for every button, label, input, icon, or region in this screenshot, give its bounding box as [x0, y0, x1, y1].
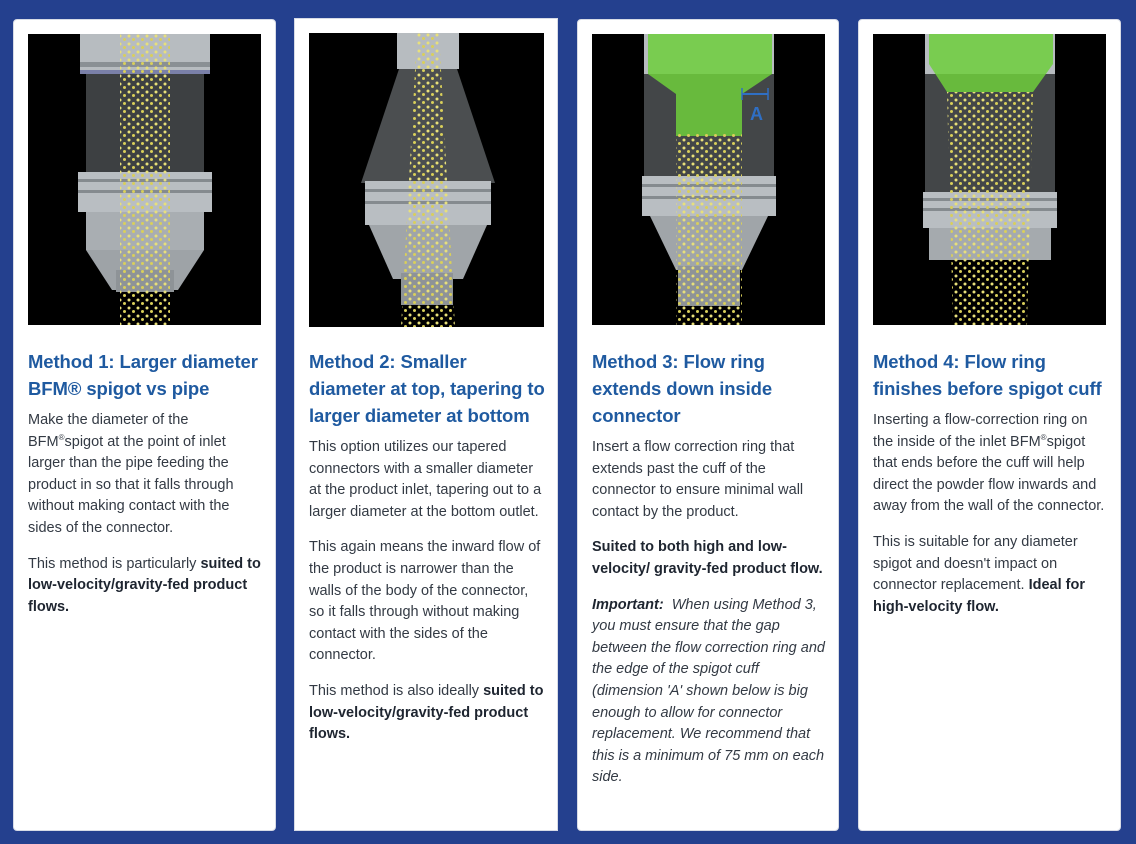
method-1-card	[13, 19, 276, 831]
method-4-description: Inserting a flow-correction ring on the inside of the inlet BFM®spigot that ends before the cuff will help direct the powder flow inwards and away from the wall of the connector.	[873, 412, 1105, 515]
method-3-title: Method 3: Flow ring extends down inside connector	[592, 351, 773, 426]
method-2-card	[294, 18, 558, 831]
method-1-suitability: This method is particularly suited to low-velocity/gravity-fed product flows.	[28, 555, 261, 615]
method-4-card	[858, 19, 1121, 831]
method-4-illustration	[873, 34, 1106, 325]
method-1-description: Make the diameter of the BFM®spigot at the point of inlet larger than the pipe feeding the product in so that it falls through without making contact with the sides of the connector.	[28, 412, 234, 536]
method-3-suitability: Suited to both high and low-velocity/ gravity-fed product flow.	[592, 539, 823, 577]
particle-stream	[676, 134, 742, 325]
method-2-title: Method 2: Smaller diameter at top, tapering to larger diameter at bottom	[309, 351, 545, 426]
method-2-description: This option utilizes our tapered connectors with a smaller diameter at the product inlet, tapering out to a larger diameter at the bottom outlet.	[309, 439, 542, 520]
dimension-a-label: A	[750, 104, 763, 124]
method-2-suitability: This method is also ideally suited to low-velocity/gravity-fed product flows.	[309, 682, 544, 743]
particle-stream	[120, 34, 170, 325]
method-3-description: Insert a flow correction ring that extends past the cuff of the connector to ensure minimal wall contact by the product.	[592, 439, 804, 520]
method-1-illustration	[28, 34, 261, 325]
method-3-important-note: Important: When using Method 3, you must ensure that the gap between the flow correction ring and the edge of the spigot cuff (dimension 'A' shown below is big enough to allow for connector replacement. We recommend that this is a minimum of 75 mm on each side.	[592, 596, 825, 786]
method-4-title: Method 4: Flow ring finishes before spigot cuff	[873, 351, 1102, 399]
particle-stream	[947, 92, 1033, 325]
method-2-detail: This again means the inward flow of the product is narrower than the walls of the body of the connector, so it falls through without making contact with the sides of the connector.	[309, 539, 541, 664]
method-3-illustration	[592, 34, 825, 325]
method-3-card	[577, 19, 839, 831]
flow-ring	[929, 34, 1053, 92]
method-2-illustration	[309, 33, 544, 327]
method-1-title: Method 1: Larger diameter BFM® spigot vs pipe	[28, 351, 258, 399]
method-4-suitability: This is suitable for any diameter spigot and doesn't impact on connector replacement. Ideal for high-velocity flow.	[873, 533, 1085, 615]
